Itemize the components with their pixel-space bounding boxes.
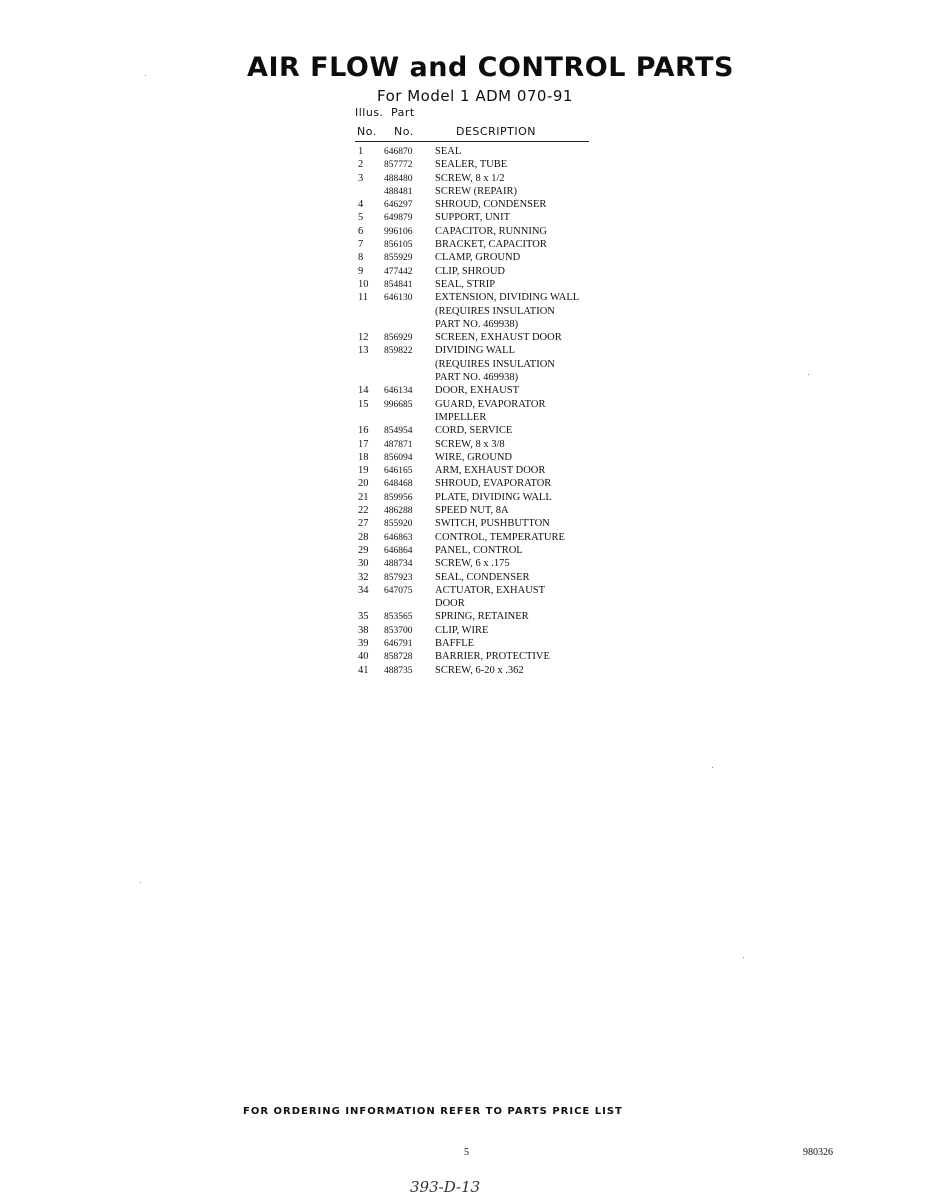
illus-no: 17	[358, 438, 369, 450]
part-no: 858728	[384, 652, 413, 663]
part-no: 486288	[384, 506, 413, 517]
illus-no: 34	[358, 584, 369, 596]
part-no: 487871	[384, 439, 413, 450]
illus-no: 39	[358, 637, 369, 649]
part-no: 856105	[384, 240, 413, 251]
illus-no: 15	[358, 398, 369, 410]
handwritten-note: 393-D-13	[410, 1178, 481, 1196]
part-description: (REQUIRES INSULATION	[435, 305, 555, 317]
document-number: 980326	[803, 1147, 833, 1158]
part-description: SEAL, STRIP	[435, 278, 496, 290]
part-description: CLAMP, GROUND	[435, 252, 521, 264]
part-no: 646791	[384, 638, 413, 649]
part-description: SHROUD, CONDENSER	[435, 199, 547, 211]
parts-row	[358, 424, 579, 437]
parts-row	[358, 251, 579, 264]
part-no: 856929	[384, 333, 413, 344]
part-no: 857772	[384, 160, 413, 171]
parts-row	[358, 464, 579, 477]
part-description: SPEED NUT, 8A	[435, 505, 509, 517]
parts-row	[358, 238, 579, 251]
illus-no: 38	[358, 624, 369, 636]
parts-row	[358, 491, 579, 504]
parts-row	[358, 650, 579, 663]
scan-speck	[808, 374, 809, 375]
part-no: 488480	[384, 173, 413, 184]
part-no: 646165	[384, 466, 413, 477]
parts-row	[358, 331, 579, 344]
parts-row	[358, 211, 579, 224]
parts-row	[358, 318, 579, 331]
part-no: 646297	[384, 200, 413, 211]
header-part-no: No.	[394, 125, 414, 138]
part-no: 488734	[384, 559, 413, 570]
parts-row	[358, 597, 579, 610]
header-part: Part	[391, 106, 415, 119]
part-no: 488481	[384, 186, 413, 197]
part-description: SCREEN, EXHAUST DOOR	[435, 332, 562, 344]
header-rule	[355, 141, 589, 142]
part-description: EXTENSION, DIVIDING WALL	[435, 292, 580, 304]
page-number: 5	[464, 1147, 469, 1158]
part-no: 649879	[384, 213, 413, 224]
parts-row	[358, 278, 579, 291]
illus-no: 27	[358, 518, 369, 530]
part-description: BRACKET, CAPACITOR	[435, 239, 547, 251]
part-no: 853565	[384, 612, 413, 623]
parts-row	[358, 291, 579, 304]
illus-no: 35	[358, 611, 369, 623]
part-description: SCREW, 8 x 1/2	[435, 172, 505, 184]
part-no: 646134	[384, 386, 413, 397]
model-subtitle: For Model 1 ADM 070-91	[377, 87, 573, 105]
illus-no: 21	[358, 491, 369, 503]
header-illus-no: No.	[357, 125, 377, 138]
parts-row	[358, 384, 579, 397]
part-description: PLATE, DIVIDING WALL	[435, 491, 552, 503]
scan-speck	[145, 75, 146, 76]
part-description: PART NO. 469938)	[435, 318, 519, 330]
part-description: CAPACITOR, RUNNING	[435, 225, 548, 237]
part-no: 855929	[384, 253, 413, 264]
illus-no: 7	[358, 239, 364, 251]
part-description: DOOR, EXHAUST	[435, 385, 519, 397]
page-title: AIR FLOW and CONTROL PARTS	[247, 52, 734, 83]
part-no: 859956	[384, 492, 413, 503]
part-no: 648468	[384, 479, 413, 490]
parts-row	[358, 557, 579, 570]
part-no: 646870	[384, 147, 413, 157]
illus-no: 20	[358, 478, 369, 490]
scan-speck	[743, 957, 744, 958]
part-description: PART NO. 469938)	[435, 372, 519, 384]
part-description: IMPELLER	[435, 411, 487, 423]
part-description: SCREW (REPAIR)	[435, 185, 517, 197]
header-illus: Illus.	[355, 106, 384, 119]
illus-no: 5	[358, 212, 364, 224]
illus-no: 22	[358, 505, 369, 517]
parts-row	[358, 185, 579, 198]
part-no: 857923	[384, 572, 413, 583]
part-description: BAFFLE	[435, 637, 475, 649]
parts-row	[358, 610, 579, 623]
part-no: 488735	[384, 665, 413, 676]
part-description: SPRING, RETAINER	[435, 611, 529, 623]
illus-no: 40	[358, 651, 369, 663]
ordering-footer-note: FOR ORDERING INFORMATION REFER TO PARTS PRICE LIST	[243, 1106, 623, 1117]
part-description: CONTROL, TEMPERATURE	[435, 531, 565, 543]
part-description: GUARD, EVAPORATOR	[435, 398, 546, 410]
part-description: PANEL, CONTROL	[435, 544, 523, 556]
part-no: 646130	[384, 293, 413, 304]
parts-row	[358, 398, 579, 411]
part-no: 647075	[384, 585, 413, 596]
part-description: BARRIER, PROTECTIVE	[435, 651, 550, 663]
illus-no: 18	[358, 451, 369, 463]
parts-row	[358, 477, 579, 490]
parts-row	[358, 637, 579, 650]
illus-no: 14	[358, 385, 369, 397]
parts-row	[358, 145, 579, 158]
part-description: SCREW, 8 x 3/8	[435, 438, 505, 450]
illus-no: 32	[358, 571, 369, 583]
part-no: 646864	[384, 545, 413, 556]
illus-no: 19	[358, 465, 369, 477]
parts-row	[358, 198, 579, 211]
part-no: 996106	[384, 226, 413, 237]
part-no: 855920	[384, 519, 413, 530]
parts-row	[358, 624, 579, 637]
illus-no: 10	[358, 278, 369, 290]
parts-row	[358, 172, 579, 185]
parts-row	[358, 451, 579, 464]
parts-row	[358, 531, 579, 544]
parts-row	[358, 664, 579, 677]
illus-no: 30	[358, 558, 369, 570]
parts-row	[358, 371, 579, 384]
part-no: 854841	[384, 279, 413, 290]
scan-speck	[140, 882, 141, 883]
illus-no: 29	[358, 544, 369, 556]
parts-row	[358, 571, 579, 584]
part-description: SUPPORT, UNIT	[435, 212, 511, 224]
part-no: 859822	[384, 346, 413, 357]
illus-no: 4	[358, 199, 364, 211]
parts-row	[358, 158, 579, 171]
part-description: DOOR	[435, 598, 465, 610]
illus-no: 3	[358, 172, 364, 184]
parts-row	[358, 411, 579, 424]
part-description: (REQUIRES INSULATION	[435, 358, 555, 370]
part-no: 477442	[384, 266, 413, 277]
part-no: 853700	[384, 625, 413, 636]
illus-no: 12	[358, 332, 369, 344]
parts-row	[358, 344, 579, 357]
illus-no: 6	[358, 225, 364, 237]
part-description: WIRE, GROUND	[435, 451, 512, 463]
illus-no: 16	[358, 425, 369, 437]
part-no: 996685	[384, 399, 413, 410]
part-description: SHROUD, EVAPORATOR	[435, 478, 552, 490]
part-description: SEALER, TUBE	[435, 159, 508, 171]
illus-no: 8	[358, 252, 364, 264]
parts-row	[358, 305, 579, 318]
part-description: SEAL, CONDENSER	[435, 571, 530, 583]
part-no: 646863	[384, 532, 413, 543]
parts-row	[358, 265, 579, 278]
part-description: CLIP, WIRE	[435, 624, 489, 636]
illus-no: 2	[358, 159, 364, 171]
illus-no: 13	[358, 345, 369, 357]
part-description: ARM, EXHAUST DOOR	[435, 465, 546, 477]
part-description: SCREW, 6-20 x .362	[435, 664, 524, 676]
parts-row	[358, 225, 579, 238]
illus-no: 1	[358, 146, 364, 157]
illus-no: 28	[358, 531, 369, 543]
parts-list	[358, 145, 579, 677]
parts-row	[358, 438, 579, 451]
part-no: 854954	[384, 426, 413, 437]
part-description: CORD, SERVICE	[435, 425, 513, 437]
illus-no: 41	[358, 664, 369, 676]
parts-row	[358, 544, 579, 557]
header-description: DESCRIPTION	[456, 125, 536, 138]
part-no: 856094	[384, 452, 413, 463]
part-description: SCREW, 6 x .175	[435, 558, 510, 570]
part-description: CLIP, SHROUD	[435, 265, 506, 277]
parts-row	[358, 584, 579, 597]
parts-row	[358, 517, 579, 530]
part-description: SEAL	[435, 146, 462, 157]
illus-no: 9	[358, 265, 364, 277]
parts-row	[358, 504, 579, 517]
illus-no: 11	[358, 292, 369, 304]
parts-row	[358, 358, 579, 371]
part-description: DIVIDING WALL	[435, 345, 515, 357]
part-description: ACTUATOR, EXHAUST	[435, 584, 546, 596]
part-description: SWITCH, PUSHBUTTON	[435, 518, 550, 530]
scan-speck	[712, 767, 713, 768]
